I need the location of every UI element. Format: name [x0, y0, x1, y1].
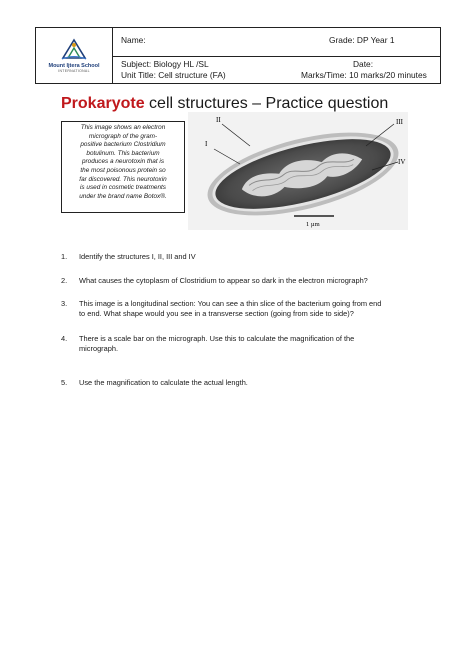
question-number: 1.: [61, 252, 68, 261]
school-name: Mount Ijtera School: [48, 63, 100, 69]
question-number: 3.: [61, 299, 68, 308]
question-text: What causes the cytoplasm of Clostridium to appear so dark in the electron micrograph?: [79, 276, 368, 285]
question-text: micrograph.: [79, 344, 119, 353]
header-info: [113, 28, 440, 83]
structure-label-i: I: [205, 140, 208, 148]
structure-label-ii: II: [216, 116, 221, 124]
grade-label: Grade: DP Year 1: [329, 35, 395, 45]
structure-label-iv: IV: [398, 158, 406, 166]
info-line: botulinum. This bacterium: [86, 149, 160, 157]
info-line: is used in cosmetic treatments: [80, 184, 166, 192]
question-number: 4.: [61, 334, 68, 343]
school-logo: [36, 28, 113, 83]
question-number: 5.: [61, 378, 68, 387]
question-number: 2.: [61, 276, 68, 285]
title-rest: cell structures – Practice question: [144, 95, 389, 112]
name-label: Name:: [121, 35, 146, 45]
school-emblem-icon: [59, 38, 89, 62]
info-line: positive bacterium Clostridium: [80, 141, 166, 149]
info-line: micrograph of the gram-: [88, 132, 158, 140]
electron-micrograph: [188, 112, 408, 230]
scale-bar-label: 1 µm: [306, 221, 320, 228]
question-text: to end. What shape would you see in a transverse section (going from side to side)?: [79, 309, 354, 318]
page-title: [61, 95, 388, 113]
info-line: This image shows an electron: [80, 124, 166, 131]
marks-time: Marks/Time: 10 marks/20 minutes: [301, 70, 427, 80]
question-text: There is a scale bar on the micrograph. Use this to calculate the magnification of the: [79, 334, 355, 343]
date-label: Date:: [353, 59, 374, 69]
unit-title: Unit Title: Cell structure (FA): [121, 70, 226, 80]
question-text: This image is a longitudinal section: You can see a thin slice of the bacterium going from end: [79, 299, 382, 308]
structure-label-iii: III: [396, 118, 403, 126]
question-text: Use the magnification to calculate the actual length.: [79, 378, 248, 387]
subject-label: Subject: Biology HL /SL: [121, 59, 209, 69]
question-text: Identify the structures I, II, III and IV: [79, 252, 196, 261]
info-line: the most poisonous protein so: [80, 166, 166, 174]
info-line: produces a neurotoxin that is: [81, 158, 165, 166]
school-subtitle: INTERNATIONAL: [58, 69, 90, 73]
header-row-name: [113, 28, 440, 57]
title-accent: Prokaryote: [61, 95, 145, 112]
info-box: [61, 121, 185, 213]
info-line: under the brand name Botox®.: [79, 192, 167, 200]
info-line: far discovered. This neurotoxin: [79, 175, 167, 183]
header-table: [35, 27, 441, 84]
